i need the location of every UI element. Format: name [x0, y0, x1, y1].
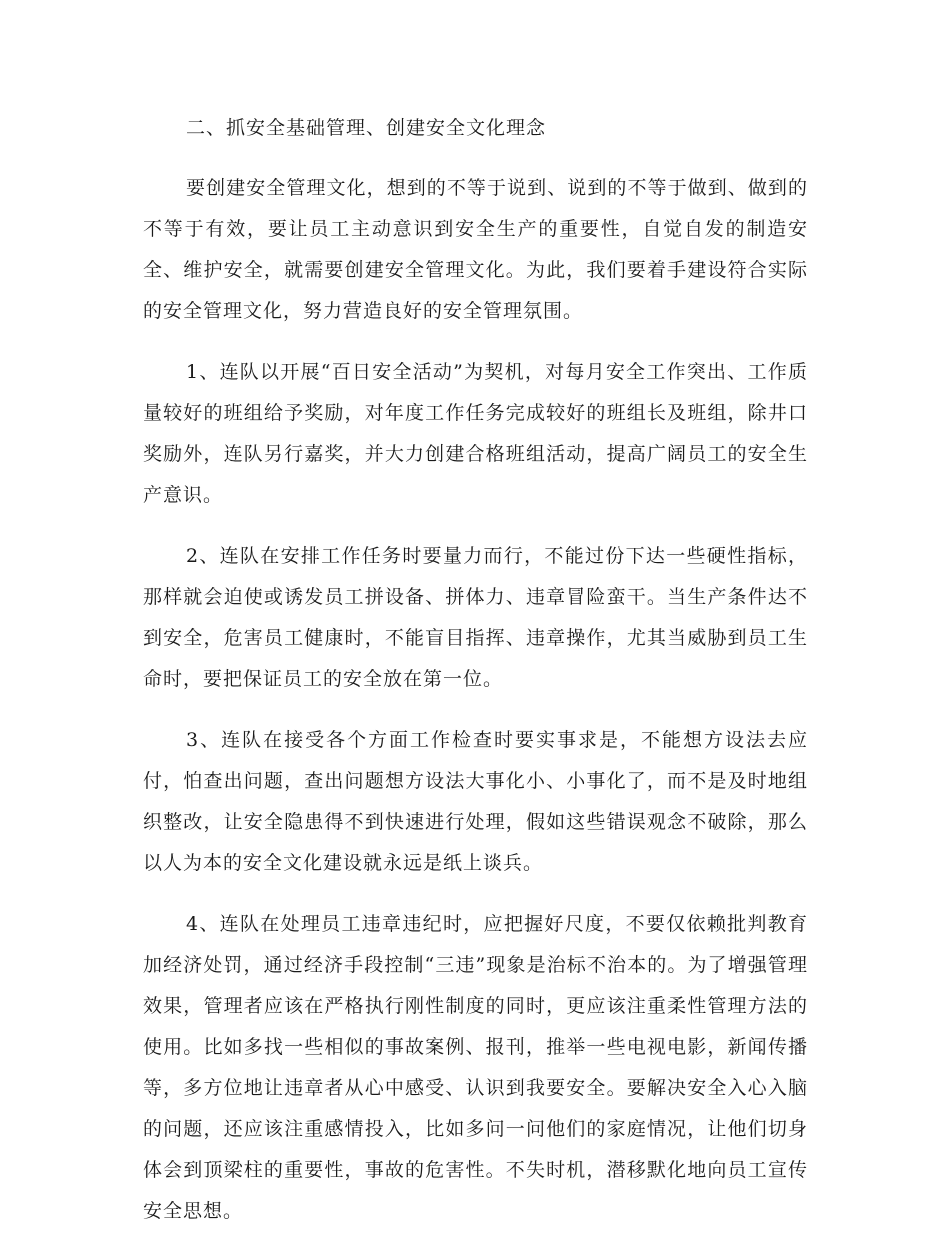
paragraph-item-2: 2、连队在安排工作任务时要量力而行，不能过份下达一些硬性指标，那样就会迫使或诱发员工拼设备、拼体力、违章冒险蛮干。当生产条件达不到安全，危害员工健康时，不能盲目指挥、违章操作，尤其当威胁到员工生命时，要把保证员工的安全放在第一位。 [143, 545, 808, 690]
paragraph-item-3: 3、连队在接受各个方面工作检查时要实事求是，不能想方设法去应付，怕查出问题，查出问题想方设法大事化小、小事化了，而不是及时地组织整改，让安全隐患得不到快速进行处理，假如这些错误观念不破除，那么以人为本的安全文化建设就永远是纸上谈兵。 [143, 729, 808, 874]
document-body [143, 108, 808, 1252]
paragraph-intro: 要创建安全管理文化，想到的不等于说到、说到的不等于做到、做到的不等于有效，要让员工主动意识到安全生产的重要性，自觉自发的制造安全、维护安全，就需要创建安全管理文化。为此，我们要着手建设符合实际的安全管理文化，努力营造良好的安全管理氛围。 [143, 177, 808, 322]
paragraph-item-1: 1、连队以开展“百日安全活动”为契机，对每月安全工作突出、工作质量较好的班组给予奖励，对年度工作任务完成较好的班组长及班组，除井口奖励外，连队另行嘉奖，并大力创建合格班组活动，提高广阔员工的安全生产意识。 [143, 361, 808, 506]
paragraph-item-4: 4、连队在处理员工违章违纪时，应把握好尺度，不要仅依赖批判教育加经济处罚，通过经济手段控制“三违”现象是治标不治本的。为了增强管理效果，管理者应该在严格执行刚性制度的同时，更应该注重柔性管理方法的使用。比如多找一些相似的事故案例、报刊，推举一些电视电影，新闻传播等，多方位地让违章者从心中感受、认识到我要安全。要解决安全入心入脑的问题，还应该注重感情投入，比如多问一问他们的家庭情况，让他们切身体会到顶梁柱的重要性，事故的危害性。不失时机，潜移默化地向员工宣传安全思想。 [143, 913, 808, 1222]
section-heading: 二、抓安全基础管理、创建安全文化理念 [186, 117, 547, 139]
